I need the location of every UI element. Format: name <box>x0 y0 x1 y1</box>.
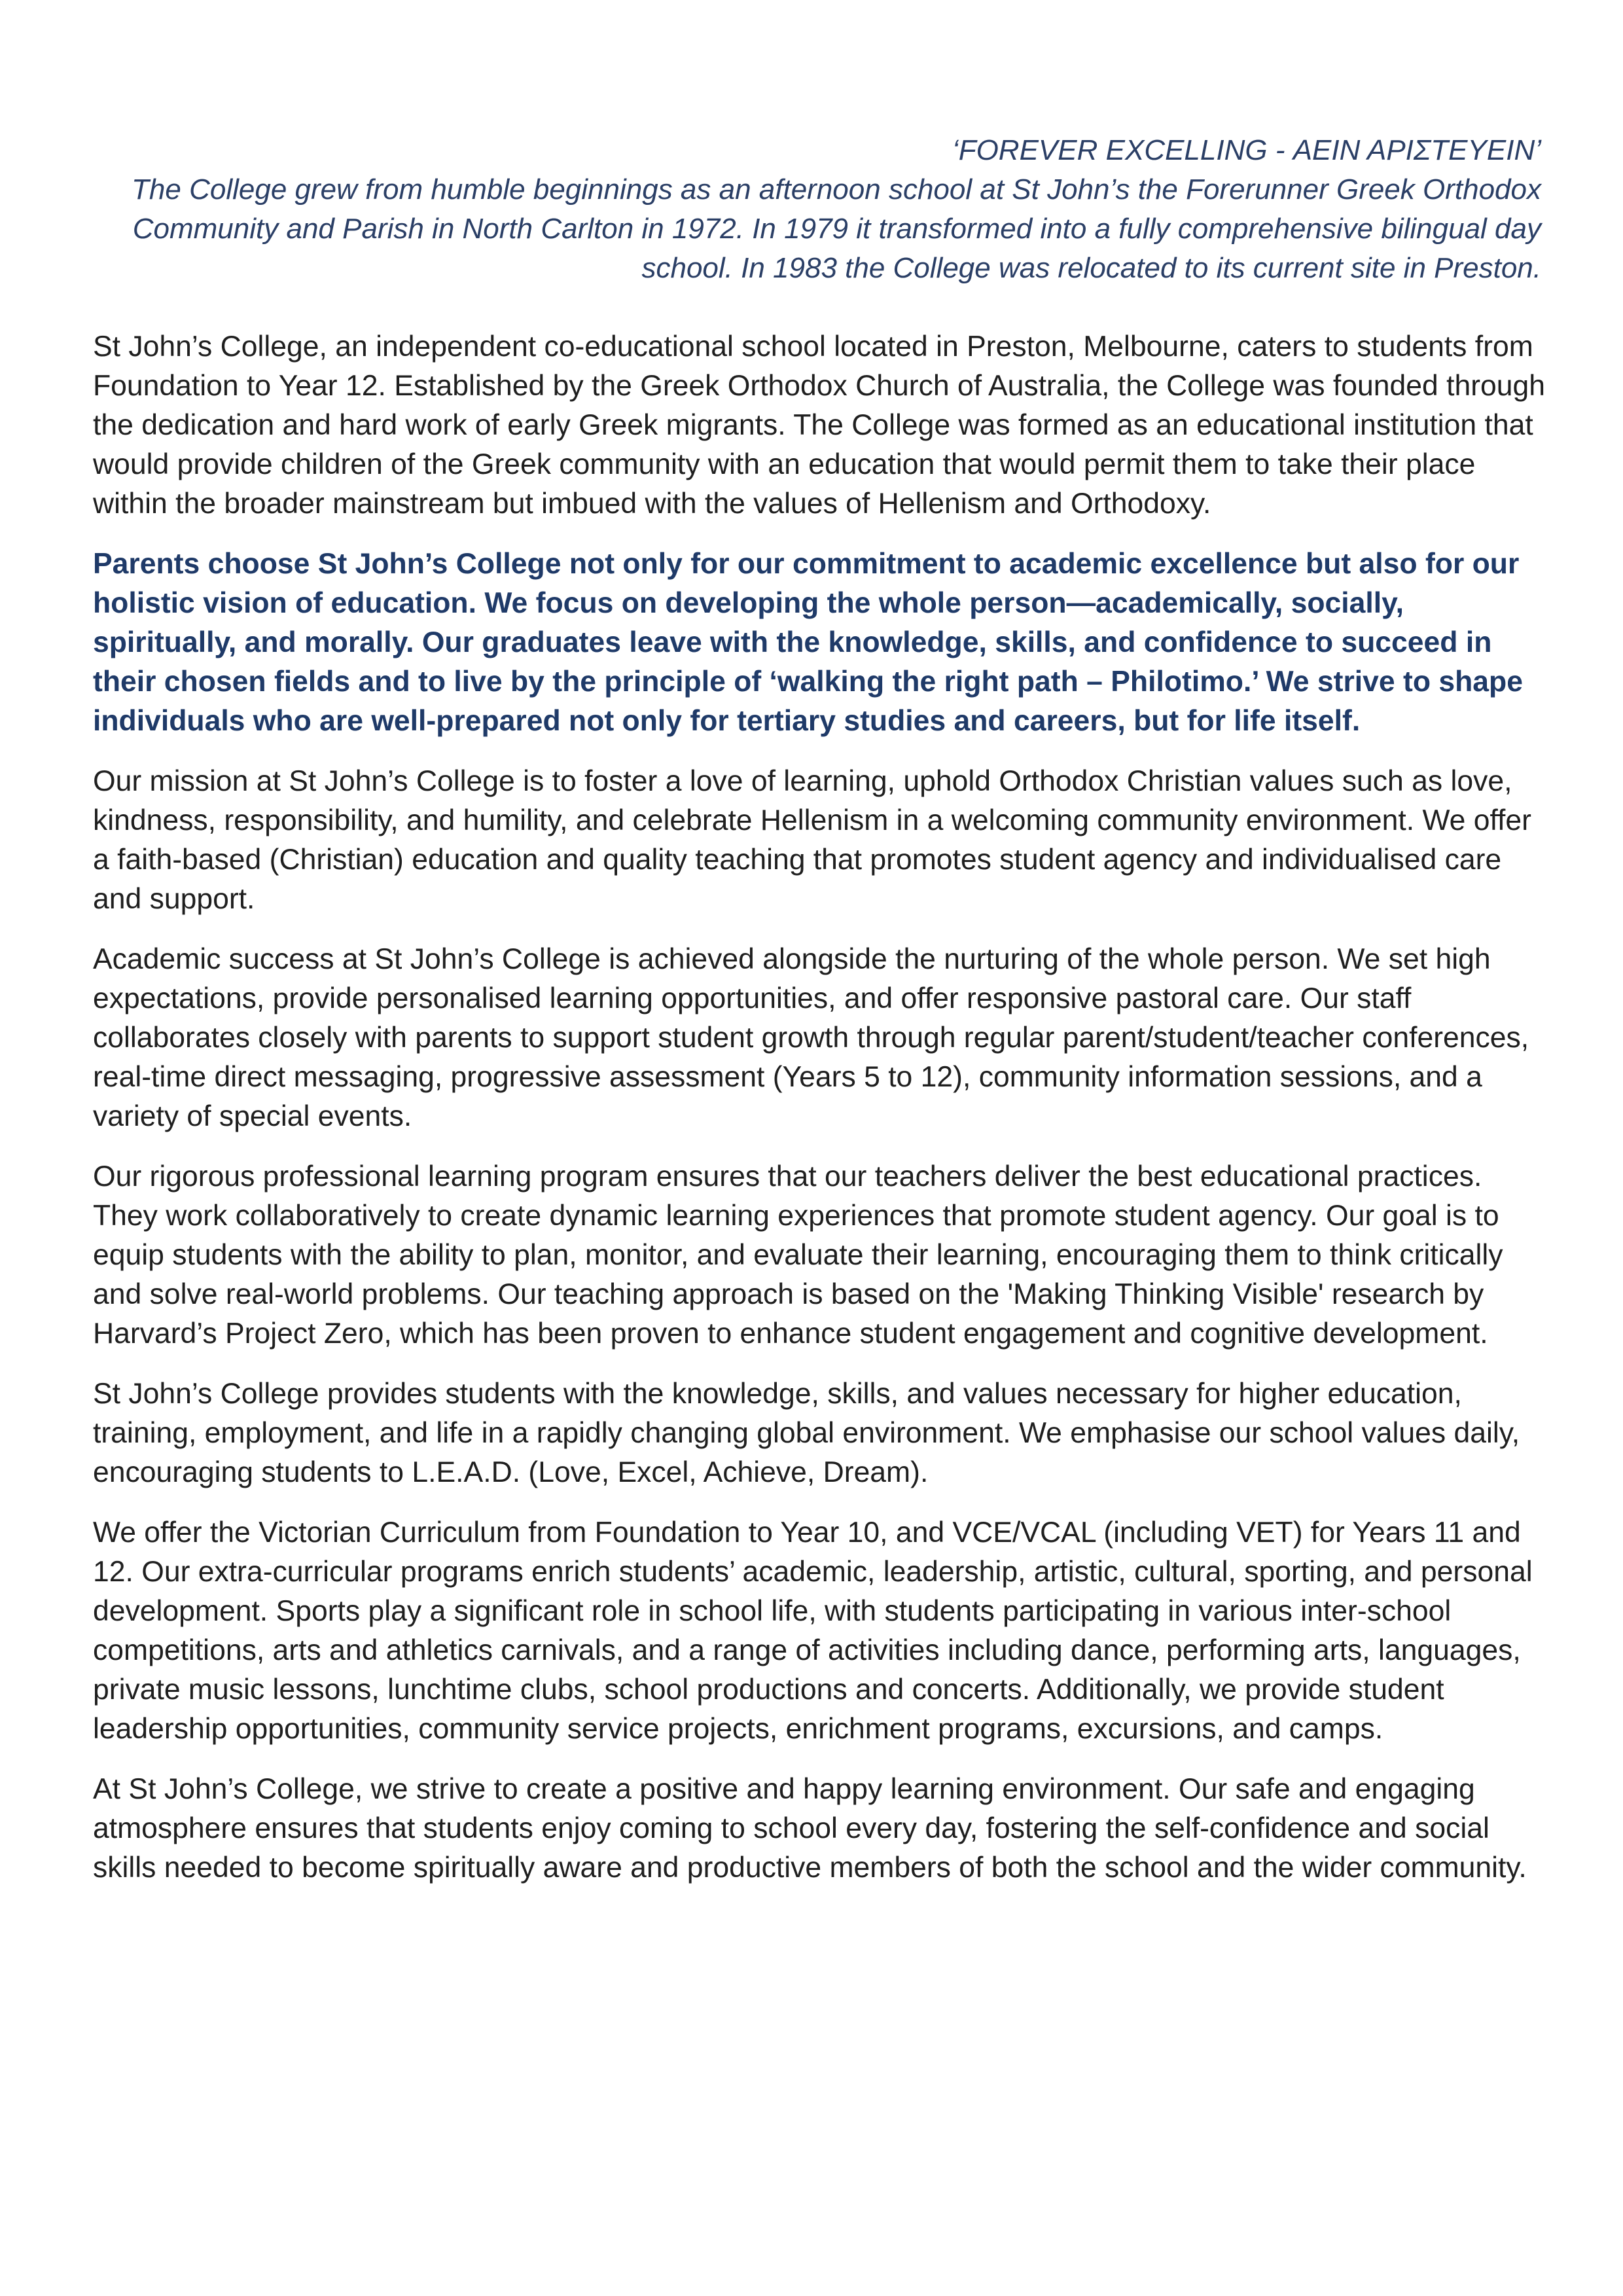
paragraph-parents-choose: Parents choose St John’s College not only for our commitment to academic excellence but also for our holistic vision of education. We focus on developing the whole person—academically, socially, spiritually, and morally. Our graduates leave with the knowledge, skills, and confidence to succeed in their chosen fields and to live by the principle of ‘walking the right path – Philotimo.’ We strive to shape individuals who are well-prepared not only for tertiary studies and careers, but for life itself. <box>93 548 1523 737</box>
body-text <box>93 327 1549 1909</box>
paragraph-curriculum: We offer the Victorian Curriculum from Foundation to Year 10, and VCE/VCAL (including VET) for Years 11 and 12. Our extra-curricular programs enrich students’ academic, leadership, artistic, cultural, sporting, and personal development. Sports play a significant role in school life, with students participating in various inter-school competitions, arts and athletics carnivals, and a range of activities including dance, performing arts, languages, private music lessons, lunchtime clubs, school productions and concerts. Additionally, we provide student leadership opportunities, community service projects, enrichment programs, excursions, and camps. <box>93 1516 1533 1745</box>
paragraph-environment: At St John’s College, we strive to create a positive and happy learning environment. Our safe and engaging atmosphere ensures that students enjoy coming to school every day, fostering the self-confidence and social skills needed to become spiritually aware and productive members of both the school and the wider community. <box>93 1773 1527 1884</box>
history-intro: The College grew from humble beginnings as an afternoon school at St John’s the Forerunner Greek Orthodox Community and Parish in North Carlton in 1972. In 1979 it transformed into a fully comprehensive bilingual day school. In 1983 the College was relocated to its current site in Preston. <box>132 173 1541 284</box>
paragraph-mission: Our mission at St John’s College is to foster a love of learning, uphold Orthodox Christian values such as love, kindness, responsibility, and humility, and celebrate Hellenism in a welcoming community environment. We offer a faith-based (Christian) education and quality teaching that promotes student agency and individualised care and support. <box>93 765 1531 915</box>
paragraph-professional-learning: Our rigorous professional learning program ensures that our teachers deliver the best educational practices. They work collaboratively to create dynamic learning experiences that promote student agency. Our goal is to equip students with the ability to plan, monitor, and evaluate their learning, encouraging them to think critically and solve real-world problems. Our teaching approach is based on the 'Making Thinking Visible' research by Harvard’s Project Zero, which has been proven to enhance student engagement and cognitive development. <box>93 1160 1503 1350</box>
motto: ‘FOREVER EXCELLING - ΑΕΙΝ ΑΡΙΣΤΕΥΕΙΝ’ <box>952 134 1541 166</box>
paragraph-about: St John’s College, an independent co-educational school located in Preston, Melbourne, caters to students from Foundation to Year 12. Established by the Greek Orthodox Church of Australia, the College was founded through the dedication and hard work of early Greek migrants. The College was formed as an educational institution that would provide children of the Greek community with an education that would permit them to take their place within the broader mainstream but imbued with the values of Hellenism and Orthodoxy. <box>93 331 1546 520</box>
header-block <box>92 131 1541 288</box>
paragraph-values: St John’s College provides students with the knowledge, skills, and values necessary for higher education, training, employment, and life in a rapidly changing global environment. We emphasise our school values daily, encouraging students to L.E.A.D. (Love, Excel, Achieve, Dream). <box>93 1378 1520 1488</box>
paragraph-academic-success: Academic success at St John’s College is achieved alongside the nurturing of the whole person. We set high expectations, provide personalised learning opportunities, and offer responsive pastoral care. Our staff collaborates closely with parents to support student growth through regular parent/student/teacher conferences, real-time direct messaging, progressive assessment (Years 5 to 12), community information sessions, and a variety of special events. <box>93 943 1529 1132</box>
